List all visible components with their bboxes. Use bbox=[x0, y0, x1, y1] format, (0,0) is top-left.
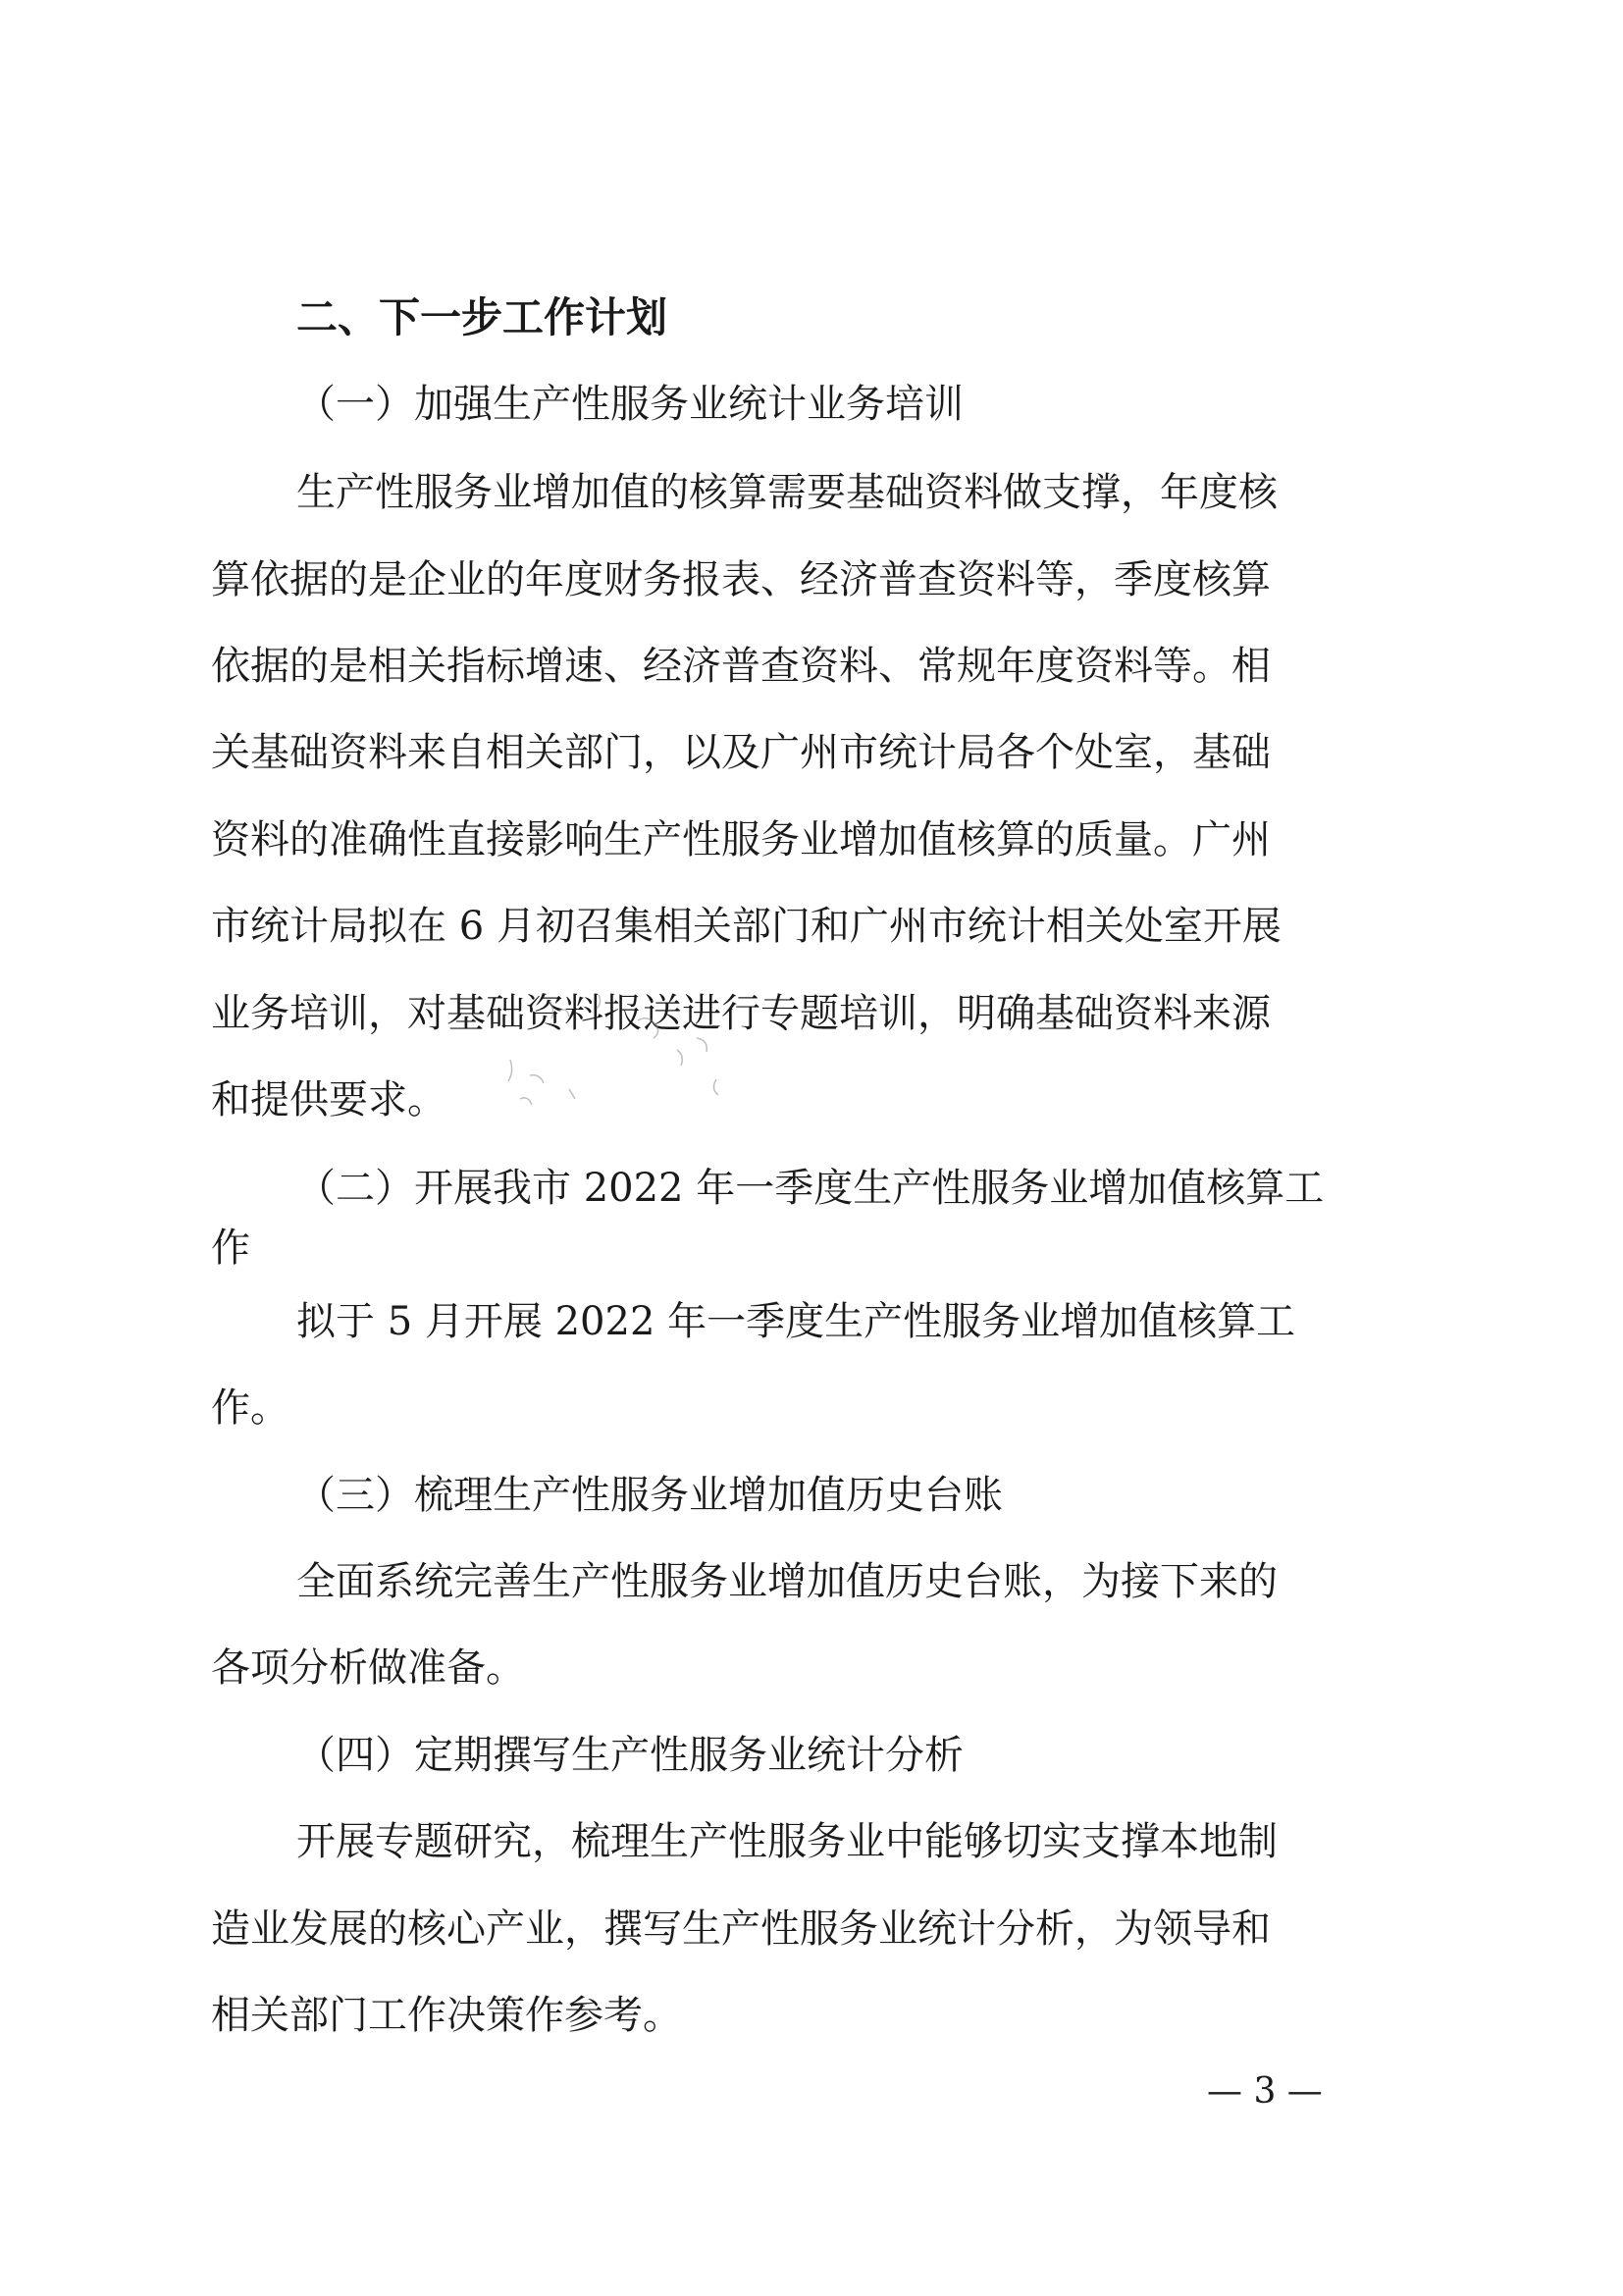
section-title: 二、下一步工作计划 bbox=[296, 293, 668, 341]
item-3-body-line: 各项分析做准备。 bbox=[211, 1645, 525, 1691]
item-2-body-line: 作。 bbox=[211, 1385, 289, 1431]
item-1-heading: （一）加强生产性服务业统计业务培训 bbox=[296, 382, 964, 427]
item-1-body-line: 市统计局拟在 6 月初召集相关部门和广州市统计相关处室开展 bbox=[211, 904, 1282, 949]
item-1-body-line: 业务培训，对基础资料报送进行专题培训，明确基础资料来源 bbox=[211, 991, 1271, 1036]
item-1-body-line: 关基础资料来自相关部门，以及广州市统计局各个处室，基础 bbox=[211, 730, 1271, 775]
item-1-body-line: 和提供要求。 bbox=[211, 1077, 446, 1122]
item-2-heading: （二）开展我市 2022 年一季度生产性服务业增加值核算工 bbox=[296, 1166, 1325, 1211]
item-2-body-line: 拟于 5 月开展 2022 年一季度生产性服务业增加值核算工 bbox=[296, 1299, 1296, 1344]
item-3-body-line: 全面系统完善生产性服务业增加值历史台账，为接下来的 bbox=[296, 1559, 1278, 1604]
item-1-body-line: 生产性服务业增加值的核算需要基础资料做支撑，年度核 bbox=[296, 470, 1278, 515]
item-4-body-line: 相关部门工作决策作参考。 bbox=[211, 1993, 682, 2038]
item-1-body-line: 算依据的是企业的年度财务报表、经济普查资料等，季度核算 bbox=[211, 557, 1271, 602]
item-2-heading: 作 bbox=[211, 1226, 250, 1271]
item-4-heading: （四）定期撰写生产性服务业统计分析 bbox=[296, 1733, 964, 1778]
item-1-body-line: 依据的是相关指标增速、经济普查资料、常规年度资料等。相 bbox=[211, 644, 1271, 689]
item-4-body-line: 开展专题研究，梳理生产性服务业中能够切实支撑本地制 bbox=[296, 1819, 1278, 1864]
item-3-heading: （三）梳理生产性服务业增加值历史台账 bbox=[296, 1473, 1003, 1518]
item-1-body-line: 资料的准确性直接影响生产性服务业增加值核算的质量。广州 bbox=[211, 817, 1271, 862]
item-4-body-line: 造业发展的核心产业，撰写生产性服务业统计分析，为领导和 bbox=[211, 1906, 1271, 1952]
page-number: — 3 — bbox=[1207, 2071, 1323, 2112]
